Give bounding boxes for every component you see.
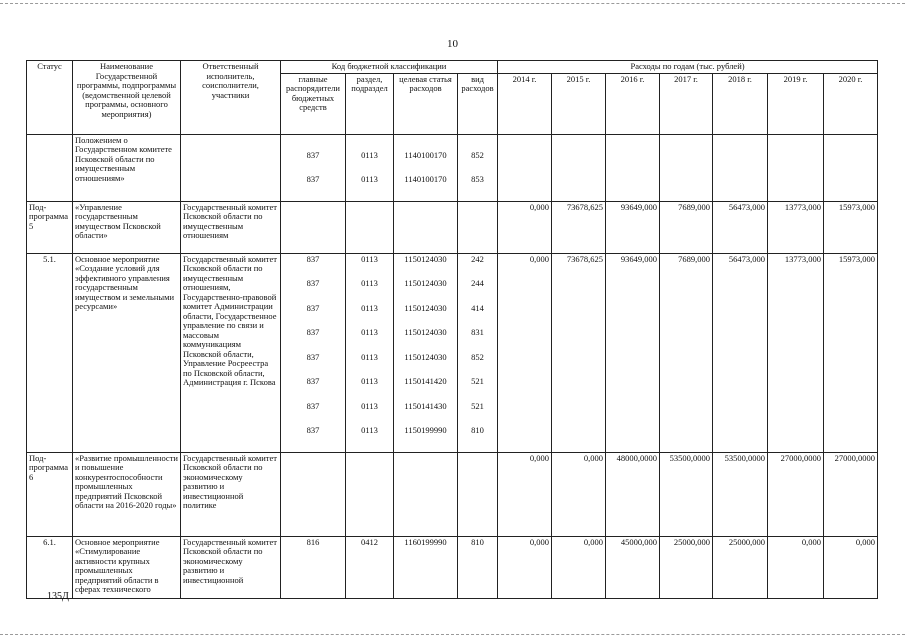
row-year-value: 73678,625 <box>552 253 606 452</box>
csr-value: 1140100170 <box>404 149 447 160</box>
row-vr <box>458 253 498 452</box>
header-year: 2014 г. <box>498 73 552 134</box>
csr-value: 1140100170 <box>404 174 447 184</box>
row-year-value <box>713 134 768 201</box>
grbs-value: 837 <box>306 149 320 160</box>
row-rzpr <box>346 134 394 201</box>
row-csr <box>394 452 458 536</box>
scan-edge-bottom <box>0 634 905 635</box>
row-rzpr <box>346 201 394 253</box>
row-name: «Развитие промышленности и повышение конкурентоспособности промышленных предприятий Псковской области на 2016-2020 годы» <box>73 452 181 536</box>
vr-value: 852 <box>471 351 484 362</box>
header-csr: целевая статья расходов <box>394 73 458 134</box>
row-grbs <box>281 452 346 536</box>
row-vr: 810 <box>458 536 498 598</box>
row-name: Основное мероприятие «Стимулирование активности крупных промышленных предприятий области в сферах технического <box>73 536 181 598</box>
grbs-value: 837 <box>306 327 320 337</box>
vr-value: 244 <box>471 278 484 288</box>
rzpr-value: 0113 <box>361 253 378 264</box>
row-rzpr <box>346 253 394 452</box>
header-status: Статус <box>27 61 73 135</box>
row-year-value: 15973,000 <box>824 253 878 452</box>
row-status: 6.1. <box>27 536 73 598</box>
csr-value: 1150124030 <box>404 327 447 337</box>
vr-value: 831 <box>471 327 484 337</box>
row-executor: Государственный комитет Псковской области по экономическому развитию и инвестиционной политике <box>181 452 281 536</box>
rzpr-value: 0113 <box>361 376 378 386</box>
row-year-value: 7689,000 <box>660 201 713 253</box>
row-year-value: 53500,0000 <box>713 452 768 536</box>
grbs-value: 837 <box>306 425 320 435</box>
row-executor: Государственный комитет Псковской области по имущественным отношениям, Государственно-правовой комитет Администрации области, Государственное управление по связи и массовым коммуникациям Псковской области, Управление Росреестра по Псковской области, Администрация г. Пскова <box>181 253 281 452</box>
row-year-value: 0,000 <box>498 452 552 536</box>
row-year-value: 0,000 <box>498 536 552 598</box>
row-year-value: 0,000 <box>498 201 552 253</box>
row-vr <box>458 452 498 536</box>
row-csr <box>394 134 458 201</box>
row-vr <box>458 201 498 253</box>
row-year-value <box>824 134 878 201</box>
csr-value: 1150124030 <box>404 302 447 313</box>
vr-value: 810 <box>471 425 484 435</box>
row-year-value: 0,000 <box>498 253 552 452</box>
row-year-value: 13773,000 <box>768 253 824 452</box>
header-executor: Ответственный исполнитель, соисполнители, участники <box>181 61 281 135</box>
table-row <box>27 134 878 201</box>
csr-value: 1150199990 <box>404 425 447 435</box>
row-year-value: 53500,0000 <box>660 452 713 536</box>
row-year-value <box>606 134 660 201</box>
csr-value: 1150124030 <box>404 253 447 264</box>
row-year-value: 0,000 <box>552 452 606 536</box>
scan-edge-top <box>0 3 905 4</box>
rzpr-value: 0113 <box>361 174 378 184</box>
row-grbs <box>281 201 346 253</box>
row-csr: 1160199990 <box>394 536 458 598</box>
rzpr-value: 0113 <box>361 425 378 435</box>
grbs-value: 837 <box>306 376 320 386</box>
rzpr-value: 0113 <box>361 327 378 337</box>
row-year-value: 93649,000 <box>606 201 660 253</box>
row-executor: Государственный комитет Псковской области по имущественным отношениям <box>181 201 281 253</box>
row-year-value: 0,000 <box>552 536 606 598</box>
budget-table <box>26 60 878 599</box>
row-status: 5.1. <box>27 253 73 452</box>
row-year-value: 7689,000 <box>660 253 713 452</box>
vr-value: 414 <box>471 302 484 313</box>
row-year-value <box>498 134 552 201</box>
row-year-value <box>660 134 713 201</box>
csr-value: 1150124030 <box>404 351 447 362</box>
row-year-value: 25000,000 <box>713 536 768 598</box>
row-status <box>27 134 73 201</box>
row-year-value <box>552 134 606 201</box>
row-grbs: 816 <box>281 536 346 598</box>
table-row <box>27 536 878 598</box>
header-expenses-group: Расходы по годам (тыс. рублей) <box>498 61 878 74</box>
header-year: 2019 г. <box>768 73 824 134</box>
rzpr-value: 0113 <box>361 278 378 288</box>
row-year-value: 73678,625 <box>552 201 606 253</box>
row-year-value: 0,000 <box>824 536 878 598</box>
page-number: 10 <box>447 38 458 50</box>
grbs-value: 837 <box>306 400 320 411</box>
vr-value: 242 <box>471 253 484 264</box>
table-row <box>27 253 878 452</box>
header-year: 2016 г. <box>606 73 660 134</box>
vr-value: 521 <box>471 376 484 386</box>
vr-value: 853 <box>471 174 484 184</box>
row-name: Основное мероприятие «Создание условий для эффективного управления государственным имуществом и земельными ресурсами» <box>73 253 181 452</box>
table-row <box>27 201 878 253</box>
header-row-group <box>27 61 878 74</box>
row-year-value: 56473,000 <box>713 201 768 253</box>
row-csr <box>394 253 458 452</box>
row-rzpr <box>346 452 394 536</box>
csr-value: 1150141430 <box>404 400 447 411</box>
row-name: «Управление государственным имуществом Псковской области» <box>73 201 181 253</box>
row-year-value: 0,000 <box>768 536 824 598</box>
header-budget-code-group: Код бюджетной классификации <box>281 61 498 74</box>
header-year: 2017 г. <box>660 73 713 134</box>
rzpr-value: 0113 <box>361 149 378 160</box>
row-year-value: 93649,000 <box>606 253 660 452</box>
row-status: Под-программа 6 <box>27 452 73 536</box>
row-year-value: 13773,000 <box>768 201 824 253</box>
row-executor: Государственный комитет Псковской области по экономическому развитию и инвестиционной <box>181 536 281 598</box>
vr-value: 521 <box>471 400 484 411</box>
header-year: 2018 г. <box>713 73 768 134</box>
grbs-value: 837 <box>306 351 320 362</box>
footer-code: 135Д <box>47 591 69 602</box>
row-year-value: 56473,000 <box>713 253 768 452</box>
csr-value: 1150124030 <box>404 278 447 288</box>
table-row <box>27 452 878 536</box>
header-year: 2020 г. <box>824 73 878 134</box>
header-grbs: главные распорядители бюджетных средств <box>281 73 346 134</box>
csr-value: 1150141420 <box>404 376 447 386</box>
row-csr <box>394 201 458 253</box>
grbs-value: 837 <box>306 253 320 264</box>
row-grbs <box>281 253 346 452</box>
grbs-value: 837 <box>306 302 320 313</box>
rzpr-value: 0113 <box>361 351 378 362</box>
grbs-value: 837 <box>306 174 320 184</box>
header-vr: вид расходов <box>458 73 498 134</box>
row-vr <box>458 134 498 201</box>
vr-value: 852 <box>471 149 484 160</box>
rzpr-value: 0113 <box>361 400 378 411</box>
row-year-value: 15973,000 <box>824 201 878 253</box>
row-status: Под-программа 5 <box>27 201 73 253</box>
row-name: Положением о Государственном комитете Псковской области по имущественным отношениям» <box>73 134 181 201</box>
row-grbs <box>281 134 346 201</box>
header-rzpr: раздел, подраздел <box>346 73 394 134</box>
row-rzpr: 0412 <box>346 536 394 598</box>
row-executor <box>181 134 281 201</box>
row-year-value <box>768 134 824 201</box>
row-year-value: 45000,000 <box>606 536 660 598</box>
header-name: Наименование Государственной программы, подпрограммы (ведомственной целевой программы, основного мероприятия) <box>73 61 181 135</box>
rzpr-value: 0113 <box>361 302 378 313</box>
grbs-value: 837 <box>306 278 320 288</box>
header-year: 2015 г. <box>552 73 606 134</box>
row-year-value: 27000,0000 <box>824 452 878 536</box>
row-year-value: 27000,0000 <box>768 452 824 536</box>
row-year-value: 25000,000 <box>660 536 713 598</box>
row-year-value: 48000,0000 <box>606 452 660 536</box>
